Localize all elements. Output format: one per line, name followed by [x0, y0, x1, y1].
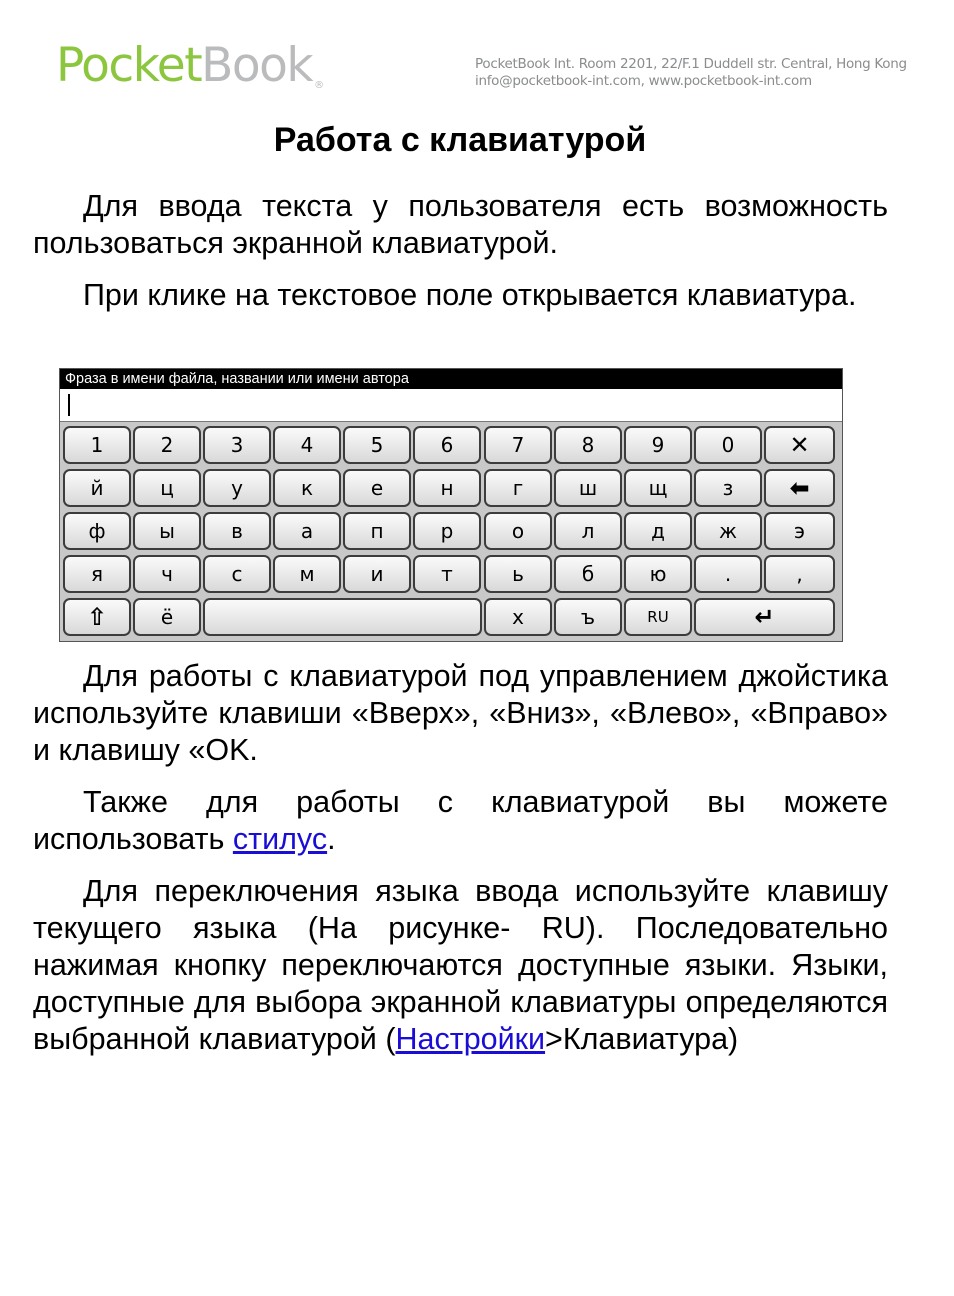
key-shch[interactable]: щ — [624, 469, 692, 507]
key-row-4 — [63, 555, 839, 593]
key-row-1 — [63, 426, 839, 464]
key-0[interactable]: 0 — [694, 426, 762, 464]
paragraph-1 — [33, 188, 888, 262]
key-3[interactable]: 3 — [203, 426, 271, 464]
logo-pocket: Pocket — [56, 38, 202, 93]
key-m[interactable]: м — [273, 555, 341, 593]
key-h[interactable]: х — [484, 598, 552, 636]
key-6[interactable]: 6 — [413, 426, 481, 464]
company-address — [475, 56, 907, 90]
paragraph-4-text: Также для работы с клавиатурой вы можете использовать — [33, 785, 888, 856]
delete-key-icon[interactable]: ✕ — [764, 426, 835, 464]
pocketbook-logo — [56, 38, 324, 94]
key-t[interactable]: т — [413, 555, 481, 593]
shift-key-icon[interactable]: ⇧ — [63, 598, 131, 636]
key-o[interactable]: о — [484, 512, 552, 550]
key-yu[interactable]: ю — [624, 555, 692, 593]
key-7[interactable]: 7 — [484, 426, 552, 464]
key-y-short[interactable]: й — [63, 469, 131, 507]
key-row-5 — [63, 598, 839, 636]
key-g[interactable]: г — [484, 469, 552, 507]
key-f[interactable]: ф — [63, 512, 131, 550]
enter-key-icon[interactable]: ↵ — [694, 598, 835, 636]
keyboard-title-bar: Фраза в имени файла, названии или имени автора — [60, 369, 842, 389]
paragraph-2-text: При клике на текстовое поле открывается клавиатура. — [83, 278, 857, 312]
paragraph-3-text: Для работы с клавиатурой под управлением джойстика используйте клавиши «Вверх», «Вниз», «Влево», «Вправо» и клавишу «OK. — [33, 659, 888, 767]
paragraph-2 — [33, 277, 888, 314]
key-4[interactable]: 4 — [273, 426, 341, 464]
key-row-3 — [63, 512, 839, 550]
key-l[interactable]: л — [554, 512, 622, 550]
text-cursor — [68, 394, 70, 416]
key-yo[interactable]: ё — [133, 598, 201, 636]
language-key[interactable]: RU — [624, 598, 692, 636]
settings-link[interactable]: Настройки — [395, 1022, 546, 1056]
key-period[interactable]: . — [694, 555, 762, 593]
key-hard[interactable]: ъ — [554, 598, 622, 636]
keyboard-text-input[interactable] — [60, 389, 842, 422]
key-i[interactable]: и — [343, 555, 411, 593]
paragraph-4 — [33, 784, 888, 858]
keyboard-keys — [63, 426, 839, 639]
paragraph-3 — [33, 658, 888, 769]
key-e-rev[interactable]: э — [764, 512, 835, 550]
key-v[interactable]: в — [203, 512, 271, 550]
key-9[interactable]: 9 — [624, 426, 692, 464]
address-line-1: PocketBook Int. Room 2201, 22/F.1 Duddell str. Central, Hong Kong — [475, 56, 907, 72]
key-ch[interactable]: ч — [133, 555, 201, 593]
stylus-link[interactable]: стилус — [232, 822, 328, 856]
page-title: Работа с клавиатурой — [273, 121, 647, 159]
key-2[interactable]: 2 — [133, 426, 201, 464]
key-8[interactable]: 8 — [554, 426, 622, 464]
key-comma[interactable]: , — [764, 555, 835, 593]
logo-registered: ® — [314, 80, 325, 91]
key-k[interactable]: к — [273, 469, 341, 507]
key-e[interactable]: е — [343, 469, 411, 507]
key-soft[interactable]: ь — [484, 555, 552, 593]
key-5[interactable]: 5 — [343, 426, 411, 464]
key-yery[interactable]: ы — [133, 512, 201, 550]
paragraph-1-text: Для ввода текста у пользователя есть возможность пользоваться экранной клавиатурой. — [33, 189, 888, 260]
paragraph-5-text: Для переключения языка ввода используйте клавишу текущего языка (На рисунке- RU). Последовательно нажимая кнопку переключаются доступные языки. Языки, доступные для выбора экранной клавиатуры определяются выбранной клавиатурой ( — [33, 874, 888, 1056]
space-key[interactable] — [203, 598, 482, 636]
key-r[interactable]: р — [413, 512, 481, 550]
key-b[interactable]: б — [554, 555, 622, 593]
paragraph-5 — [33, 873, 888, 1058]
key-ts[interactable]: ц — [133, 469, 201, 507]
paragraph-5-end: >Клавиатура) — [545, 1022, 739, 1056]
key-sh[interactable]: ш — [554, 469, 622, 507]
key-ya[interactable]: я — [63, 555, 131, 593]
key-z[interactable]: з — [694, 469, 762, 507]
key-p[interactable]: п — [343, 512, 411, 550]
address-line-2: info@pocketbook-int.com, www.pocketbook-int.com — [475, 73, 812, 89]
key-d[interactable]: д — [624, 512, 692, 550]
key-n[interactable]: н — [413, 469, 481, 507]
key-1[interactable]: 1 — [63, 426, 131, 464]
paragraph-4-end: . — [327, 822, 336, 856]
key-s[interactable]: с — [203, 555, 271, 593]
key-row-2 — [63, 469, 839, 507]
backspace-key-icon[interactable]: ⬅ — [764, 469, 835, 507]
key-a[interactable]: а — [273, 512, 341, 550]
keyboard-screenshot — [59, 368, 843, 642]
logo-book: Book — [201, 38, 313, 93]
key-u[interactable]: у — [203, 469, 271, 507]
key-zh[interactable]: ж — [694, 512, 762, 550]
